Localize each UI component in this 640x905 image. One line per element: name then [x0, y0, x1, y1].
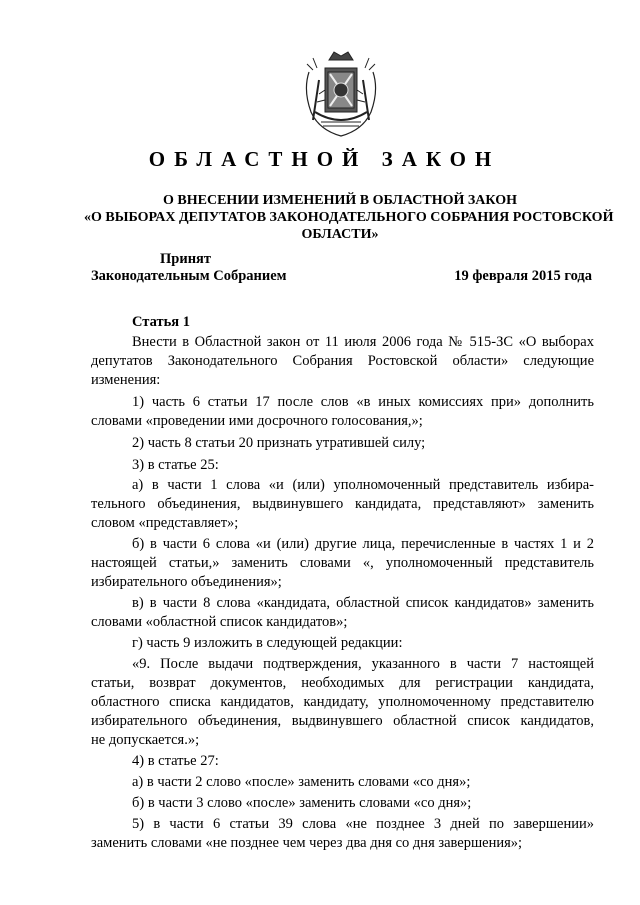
text-line: областного списка кандидатов, кандидату, уполномоченному представителю	[91, 694, 594, 710]
text-line: а) в части 1 слова «и (или) уполномоченный представитель избира-	[132, 477, 594, 493]
law-title-line: «О ВЫБОРАХ ДЕПУТАТОВ ЗАКОНОДАТЕЛЬНОГО СОБРАНИЯ РОСТОВСКОЙ	[84, 210, 614, 225]
text-line: 2) часть 8 статьи 20 признать утратившей силу;	[132, 435, 426, 451]
law-title	[84, 192, 614, 243]
text-line: г) часть 9 изложить в следующей редакции:	[132, 635, 403, 651]
text-line: депутатов Законодательного Собрания Ростовской области» следующие	[91, 353, 594, 369]
text-line: не допускается.»;	[91, 732, 200, 748]
text-line: а) в части 2 слово «после» заменить словами «со дня»;	[132, 774, 471, 790]
text-line: избирательного объединения»;	[91, 574, 282, 590]
adopted-label: Принят	[160, 251, 212, 267]
text-line: словами «областной список кандидатов»;	[91, 614, 348, 630]
text-line: настоящей статьи,» заменить словами «, уполномоченный представитель	[91, 555, 594, 571]
text-line: 5) в части 6 статьи 39 слова «не позднее 3 дней по завершении»	[132, 816, 594, 832]
law-type-heading: ОБЛАСТНОЙ ЗАКОН	[148, 147, 501, 171]
text-line: изменения:	[91, 372, 161, 388]
text-line: Внести в Областной закон от 11 июля 2006 года № 515-ЗС «О выборах	[132, 334, 594, 350]
text-line: словом «представляет»;	[91, 515, 239, 531]
law-title-line: ОБЛАСТИ»	[301, 227, 379, 242]
text-line: тельного объединения, выдвинувшего кандидата, представляют» заменить	[91, 496, 594, 512]
coat-of-arms-icon	[299, 50, 383, 142]
text-line: избирательного объединения, выдвинувшего областной список кандидатов,	[91, 713, 594, 729]
text-line: словами «проведении ими досрочного голосования,»;	[91, 413, 423, 429]
text-line: заменить словами «не позднее чем через два дня со дня завершения»;	[91, 835, 523, 851]
text-line: статьи, возврат документов, необходимых для регистрации кандидата,	[91, 675, 594, 691]
adopted-by: Законодательным Собранием	[91, 268, 287, 284]
adoption-date: 19 февраля 2015 года	[454, 268, 592, 284]
text-line: б) в части 6 слова «и (или) другие лица, перечисленные в частях 1 и 2	[132, 536, 594, 552]
article-heading: Статья 1	[132, 314, 190, 330]
text-line: б) в части 3 слово «после» заменить словами «со дня»;	[132, 795, 472, 811]
law-title-line: О ВНЕСЕНИИ ИЗМЕНЕНИЙ В ОБЛАСТНОЙ ЗАКОН	[163, 193, 517, 208]
text-line: 1) часть 6 статьи 17 после слов «в иных комиссиях при» дополнить	[132, 394, 594, 410]
text-line: «9. После выдачи подтверждения, указанного в части 7 настоящей	[132, 656, 594, 672]
text-line: 3) в статье 25:	[132, 457, 219, 473]
text-line: 4) в статье 27:	[132, 753, 219, 769]
text-line: в) в части 8 слова «кандидата, областной список кандидатов» заменить	[132, 595, 594, 611]
